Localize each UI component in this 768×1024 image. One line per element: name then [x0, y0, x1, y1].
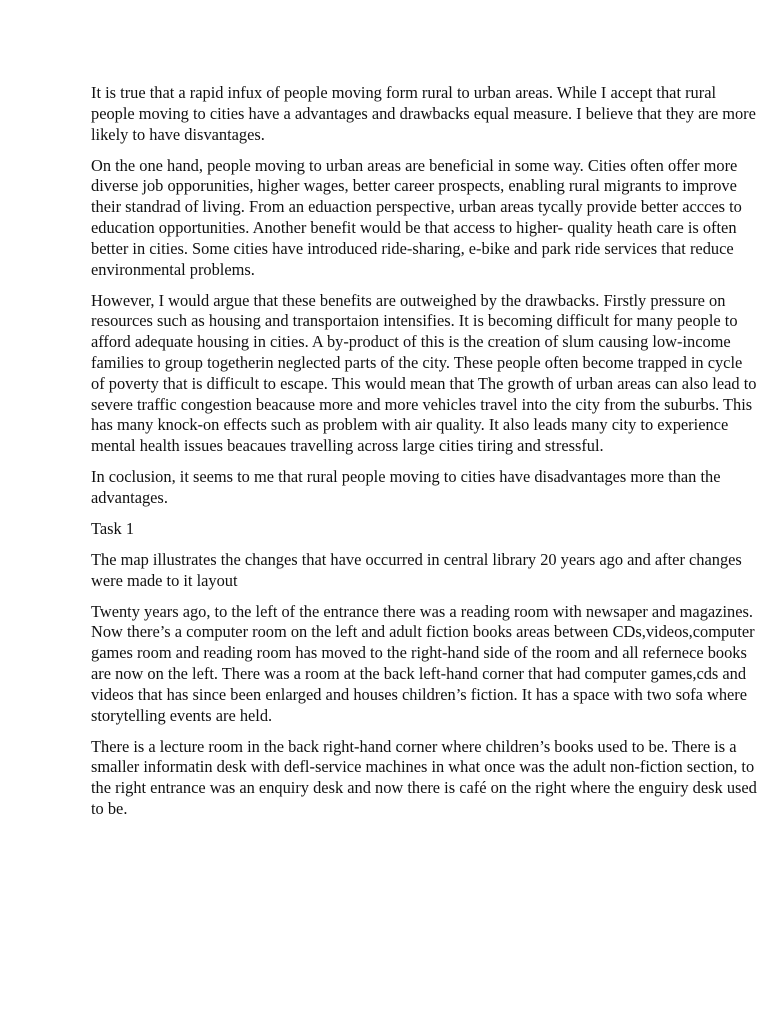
paragraph-drawbacks: However, I would argue that these benefits are outweighed by the drawbacks. Firstly pressure on resources such as housing and transportaion intensifies. It is becoming difficult for many people to afford adequate housing in cities. A by-product of this is the creation of slum causing low-income families to group togetherin neglected parts of the city. These people often become trapped in cycle of poverty that is difficult to escape. This would mean that The growth of urban areas can also lead to severe traffic congestion beacause more and more vehicles travel into the city from the suburbs. This has many knock-on effects such as problem with air quality. It also leads many city to experience mental health issues beacaues travelling across large cities tiring and stressful. [91, 290, 757, 456]
paragraph-benefits: On the one hand, people moving to urban areas are beneficial in some way. Cities often offer more diverse job opporunities, higher wages, better career prospects, enabling rural migrants to improve their standrad of living. From an eduaction perspective, urban areas tycally provide better accces to education opportunities. Another benefit would be that access to higher- quality heath care is often better in cities. Some cities have introduced ride-sharing, e-bike and park ride services that reduce environmental problems. [91, 155, 742, 279]
paragraph-map-right-side: There is a lecture room in the back right-hand corner where children’s books used to be. There is a smaller informatin desk with defl-service machines in what once was the adult non-fiction section, to the right entrance was an enquiry desk and now there is café on the right where the enguiry desk used to be. [91, 736, 757, 819]
task-heading: Task 1 [91, 518, 135, 538]
paragraph-conclusion: In coclusion, it seems to me that rural people moving to cities have disadvantages more than the advantages. [91, 467, 721, 507]
paragraph-intro: It is true that a rapid infux of people moving form rural to urban areas. While I accept that rural people moving to cities have a advantages and drawbacks equal measure. I believe that they are more likely to have disvantages. [91, 83, 756, 144]
paragraph-map-overview: The map illustrates the changes that have occurred in central library 20 years ago and after changes were made to it layout [91, 549, 742, 590]
document-body [91, 83, 759, 830]
paragraph-map-left-side: Twenty years ago, to the left of the entrance there was a reading room with newsaper and magazines. Now there’s a computer room on the left and adult fiction books areas between CDs,videos,computer games room and reading room has moved to the right-hand side of the room and all refernece books are now on the left. There was a room at the back left-hand corner that had computer games,cds and videos that has since been enlarged and houses children’s fiction. It has a space with two sofa where storytelling events are held. [91, 601, 755, 725]
